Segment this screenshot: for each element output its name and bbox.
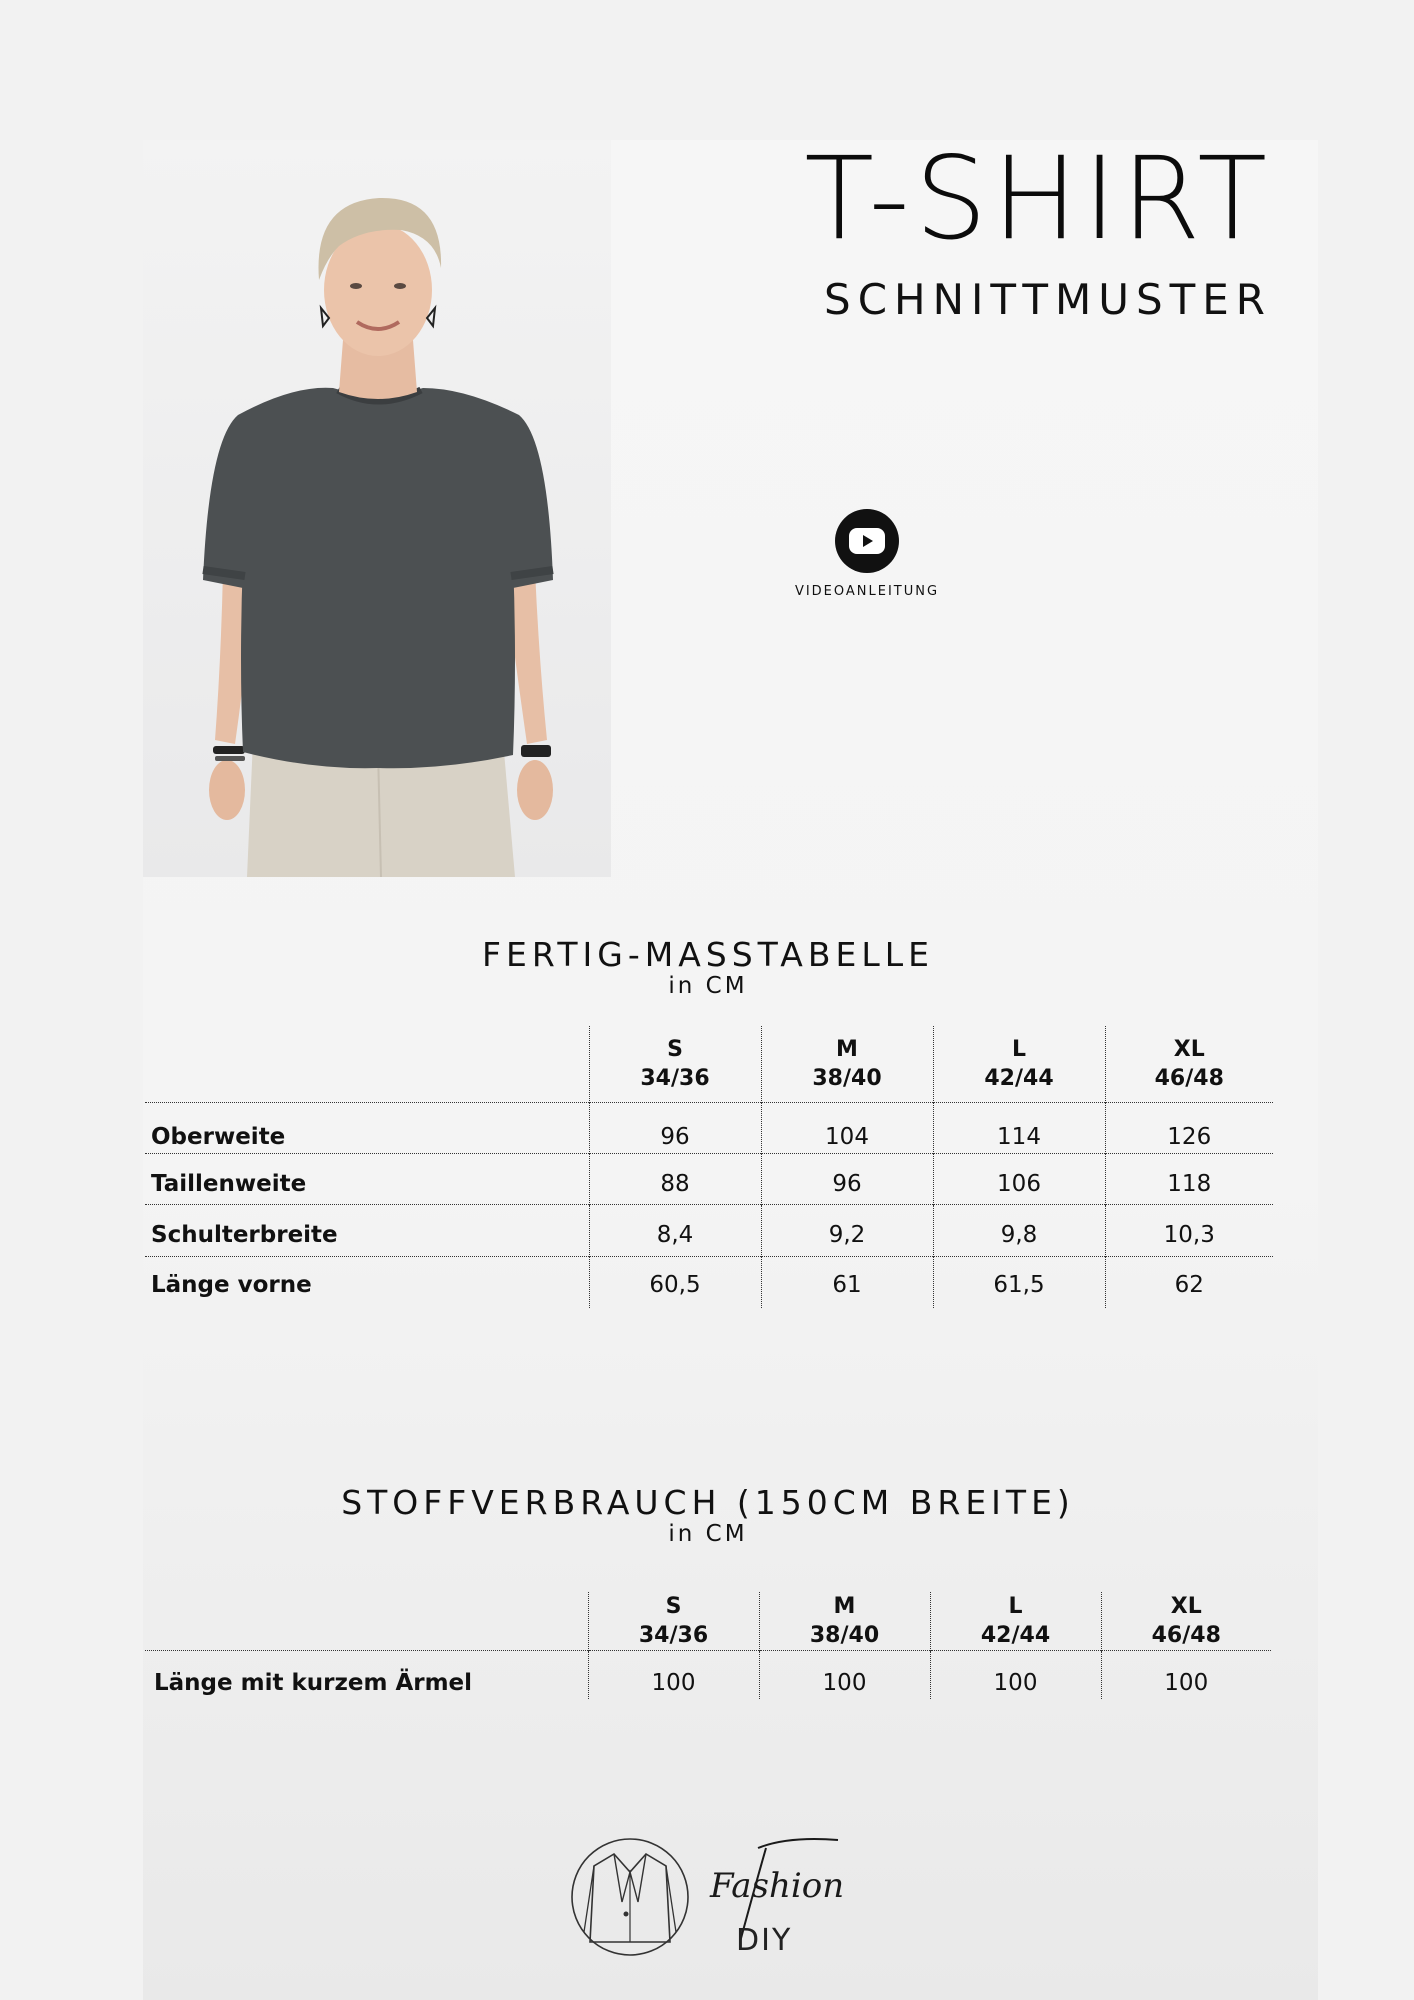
youtube-play-icon[interactable] xyxy=(835,509,899,573)
size-range: 38/40 xyxy=(809,1623,880,1648)
size-label: XL xyxy=(1170,1594,1202,1619)
row-value: 100 xyxy=(1101,1651,1271,1699)
fabric-table-header xyxy=(145,1592,1271,1651)
size-label: L xyxy=(1008,1594,1023,1619)
row-value: 96 xyxy=(589,1102,761,1153)
product-subtitle: SCHNITTMUSTER xyxy=(824,275,1272,324)
row-value: 100 xyxy=(759,1651,930,1699)
size-label: S xyxy=(667,1036,683,1062)
product-title: T-SHIRT xyxy=(804,132,1272,265)
size-column-m xyxy=(761,1026,933,1102)
table-row xyxy=(145,1102,1273,1153)
size-label: M xyxy=(836,1036,858,1062)
row-value: 88 xyxy=(589,1153,761,1204)
size-column-m xyxy=(759,1592,930,1651)
logo-script-text: Fashion xyxy=(710,1866,845,1906)
size-column-l xyxy=(933,1026,1105,1102)
table-row xyxy=(145,1153,1273,1204)
measure-table-title: FERTIG-MASSTABELLE xyxy=(482,935,934,974)
size-label: S xyxy=(665,1594,682,1619)
row-value: 60,5 xyxy=(589,1256,761,1308)
measure-table-header xyxy=(145,1026,1273,1102)
fabric-table xyxy=(145,1592,1271,1699)
table-row xyxy=(145,1256,1273,1308)
row-value: 118 xyxy=(1105,1153,1273,1204)
fabric-table-title: STOFFVERBRAUCH (150CM BREITE) xyxy=(341,1483,1075,1522)
size-range: 42/44 xyxy=(984,1065,1054,1091)
size-range: 34/36 xyxy=(638,1623,709,1648)
row-value: 61 xyxy=(761,1256,933,1308)
row-value: 126 xyxy=(1105,1102,1273,1153)
row-value: 100 xyxy=(930,1651,1101,1699)
measure-table-unit: in CM xyxy=(668,973,748,999)
size-label: XL xyxy=(1173,1036,1205,1062)
size-label: M xyxy=(833,1594,856,1619)
size-range: 38/40 xyxy=(812,1065,882,1091)
size-column-s xyxy=(589,1026,761,1102)
size-label: L xyxy=(1011,1036,1027,1062)
row-value: 104 xyxy=(761,1102,933,1153)
table-row xyxy=(145,1651,1271,1699)
row-value: 8,4 xyxy=(589,1204,761,1256)
product-photo xyxy=(143,140,611,877)
row-label: Taillenweite xyxy=(151,1170,307,1197)
size-range: 46/48 xyxy=(1154,1065,1224,1091)
row-value: 100 xyxy=(588,1651,759,1699)
row-value: 61,5 xyxy=(933,1256,1105,1308)
measure-table xyxy=(145,1026,1273,1308)
row-value: 9,2 xyxy=(761,1204,933,1256)
fabric-table-unit: in CM xyxy=(668,1521,748,1547)
logo-text: DIY xyxy=(736,1923,793,1958)
row-value: 114 xyxy=(933,1102,1105,1153)
size-range: 46/48 xyxy=(1151,1623,1221,1648)
row-value: 96 xyxy=(761,1153,933,1204)
size-column-xl xyxy=(1105,1026,1273,1102)
row-label: Schulterbreite xyxy=(151,1222,338,1248)
header-blank-cell xyxy=(145,1026,589,1102)
row-value: 62 xyxy=(1105,1256,1273,1308)
row-value: 9,8 xyxy=(933,1204,1105,1256)
video-label[interactable]: VIDEOANLEITUNG xyxy=(794,584,940,599)
row-label: Oberweite xyxy=(151,1123,286,1150)
video-link[interactable] xyxy=(784,509,950,599)
size-column-s xyxy=(588,1592,759,1651)
row-label: Länge mit kurzem Ärmel xyxy=(154,1669,473,1696)
size-range: 42/44 xyxy=(980,1623,1051,1648)
model-illustration xyxy=(143,140,611,877)
row-value: 106 xyxy=(933,1153,1105,1204)
row-value: 10,3 xyxy=(1105,1204,1273,1256)
size-column-xl xyxy=(1101,1592,1271,1651)
brand-logo xyxy=(570,1830,860,1970)
size-column-l xyxy=(930,1592,1101,1651)
jacket-logo-icon xyxy=(570,1832,700,1962)
table-row xyxy=(145,1204,1273,1256)
row-label: Länge vorne xyxy=(151,1272,312,1299)
size-range: 34/36 xyxy=(640,1065,710,1091)
header-blank-cell xyxy=(145,1592,588,1651)
